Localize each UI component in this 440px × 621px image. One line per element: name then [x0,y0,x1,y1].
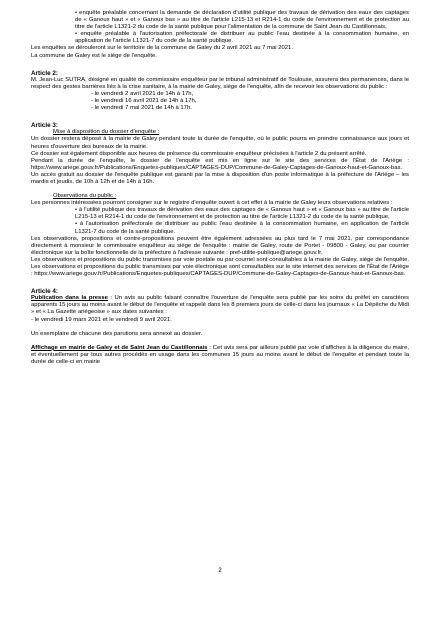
article-2-text: M. Jean-Luc SUTRA, désigné en qualité de commissaire enquêteur par le tribunal administratif de Toulouse, assurera des permanences, dans le respect des gestes barrières liés à la crise sanitaire, à la mairie de Galey, siège de l'enquête, afin de recevoir les observations du public : [31,76,409,90]
copy-note: Un exemplaire de chacune des parutions sera annexé au dossier. [31,330,203,337]
observations-paragraph: Les observations, propositions et contre-propositions peuvent être également adressées au plus tard le 7 mai 2021, par correspondance directement à monsieur le commissaire enquêteur au siège de l'enquête : mairie de Galey, route de Portet - 09800 - Galey, ou par courrier électronique sur la boîte fonctionnelle de la préfecture à l'adresse suivante : pref-utilite-publique@ariege.gouv.fr. [31,235,409,256]
observations-subheading: Observations du public : [53,193,117,200]
intro-dates: Les enquêtes se dérouleront sur le territoire de la commune de Galey du 2 avril 2021 au 7 mai 2021. [31,45,293,52]
permanence-item: - le vendredi 7 mai 2021 de 14h à 17h. [91,105,192,112]
press-text: : Un avis au public faisant connaître l'ouverture de l'enquête sera publié par les soins du préfet en caractères apparents 15 jours au moins avant le début de l'enquête et rappelé dans les 8 premiers jours de celle-ci dans les journaux « La Dépêche du Midi » et « La Gazette ariégeoise » aux dates suivantes : [31,295,410,316]
display-label: Affichage en mairie de Galey et de Saint Jean du Castillonnais [31,344,208,351]
observations-bullet: • à l'autorisation préfectorale de distribuer au public l'eau destinée à la consommation humaine, en application de l'article L1321-7 du code de la santé publique. [31,221,409,235]
intro-bullet-dup: • enquête préalable concernant la demande de déclaration d'utilité publique des travaux de dérivation des eaux des captages de « Ganoux haut » et « Ganoux bas » au titre de l'article L215-13 et R214-1 du code de l'environnement et de protection au titre de l'article L1321-2 du code de la santé publique pour l'alimentation de la commune de Saint Jean du Castillonnais, [31,10,409,31]
dossier-paragraph: Un dossier restera déposé à la mairie de Galey pendant toute la durée de l'enquête, où le public pourra en prendre connaissance aux jours et heures d'ouverture des bureaux de la mairie. [31,136,409,150]
permanence-item: - le vendredi 16 avril 2021 de 14h à 17h, [91,98,197,105]
page-number: 2 [218,568,222,574]
press-paragraph [31,295,409,316]
dossier-paragraph: Ce dossier est également disponible aux heures de présence du commissaire enquêteur précisées à l'article 2 du présent arrêté. [31,150,367,157]
dossier-subheading: Mise à disposition du dossier d'enquête : [53,129,160,136]
display-text: : Cet avis sera par ailleurs publié par voie d'affiches à la diligence du maire, et éventuellement par tous autres procédés en usage dans les communes 15 jours au moins avant le début de l'enquête et pendant toute la durée de celle-ci en mairie [31,344,409,365]
intro-seat: La commune de Galey est le siège de l'enquête. [31,52,157,59]
article-3-heading: Article 3: [31,122,58,130]
article-2-heading: Article 2: [31,69,58,77]
observations-bullet: • à l'utilité publique des travaux de dérivation des eaux des captages de « Ganoux haut » et « Ganoux bas » au titre de l'article L215-13 et R214-1 du code de l'environnement et de protection au titre de l'article L1321-2 du code de la santé publique, [31,207,409,221]
display-paragraph [31,345,409,366]
article-4-heading: Article 4: [31,288,58,296]
observations-paragraph: Les personnes intéressées pourront consigner sur le registre d'enquête ouvert à cet effet à la mairie de Galey leurs observations relatives : [31,200,393,207]
observations-paragraph: Les observations et propositions du public transmises par voie postale ou par courriel sont consultables à la mairie de Galey, siège de l'enquête. Les observations et propositions du public transmises par voie électronique sont consultables sur le site internet des services de l'État de l'Ariège : https://www.ariege.gouv.fr/Publications/Enquetes-publiques/CAPTAGES-DUP/Commune-de-Galey-Captages-de-Ganoux-haut-et-Ganoux-bas. [31,256,409,278]
dossier-paragraph: Un accès gratuit au dossier de l'enquête publique est garanti par la mise à disposition d'un poste informatique à la préfecture de l'Ariège – les mardis et jeudis, de 10h à 12h et de 14h à 16h. [31,171,409,185]
press-dates: - le vendredi 19 mars 2021 et le vendredi 9 avril 2021. [31,316,172,323]
permanence-item: - le vendredi 2 avril 2021 de 14h à 17h, [91,90,194,97]
dossier-paragraph: Pendant la durée de l'enquête, le dossier de l'enquête est mis en ligne sur le site des services de l'État de l'Ariège : https://www.ariege.gouv.fr/Publications/Enquetes-publiques/CAPTAGES-DUP/Commune-de-Galey-Captages-de-Ganoux-haut-et-Ganoux-bas. [31,157,409,171]
intro-bullet-water: • enquête préalable à l'autorisation préfectorale de distribuer au public l'eau destinée à la consommation humaine, en application de l'article L1321-7 du code de la santé publique. [31,31,409,45]
press-label: Publication dans la presse [31,295,108,302]
